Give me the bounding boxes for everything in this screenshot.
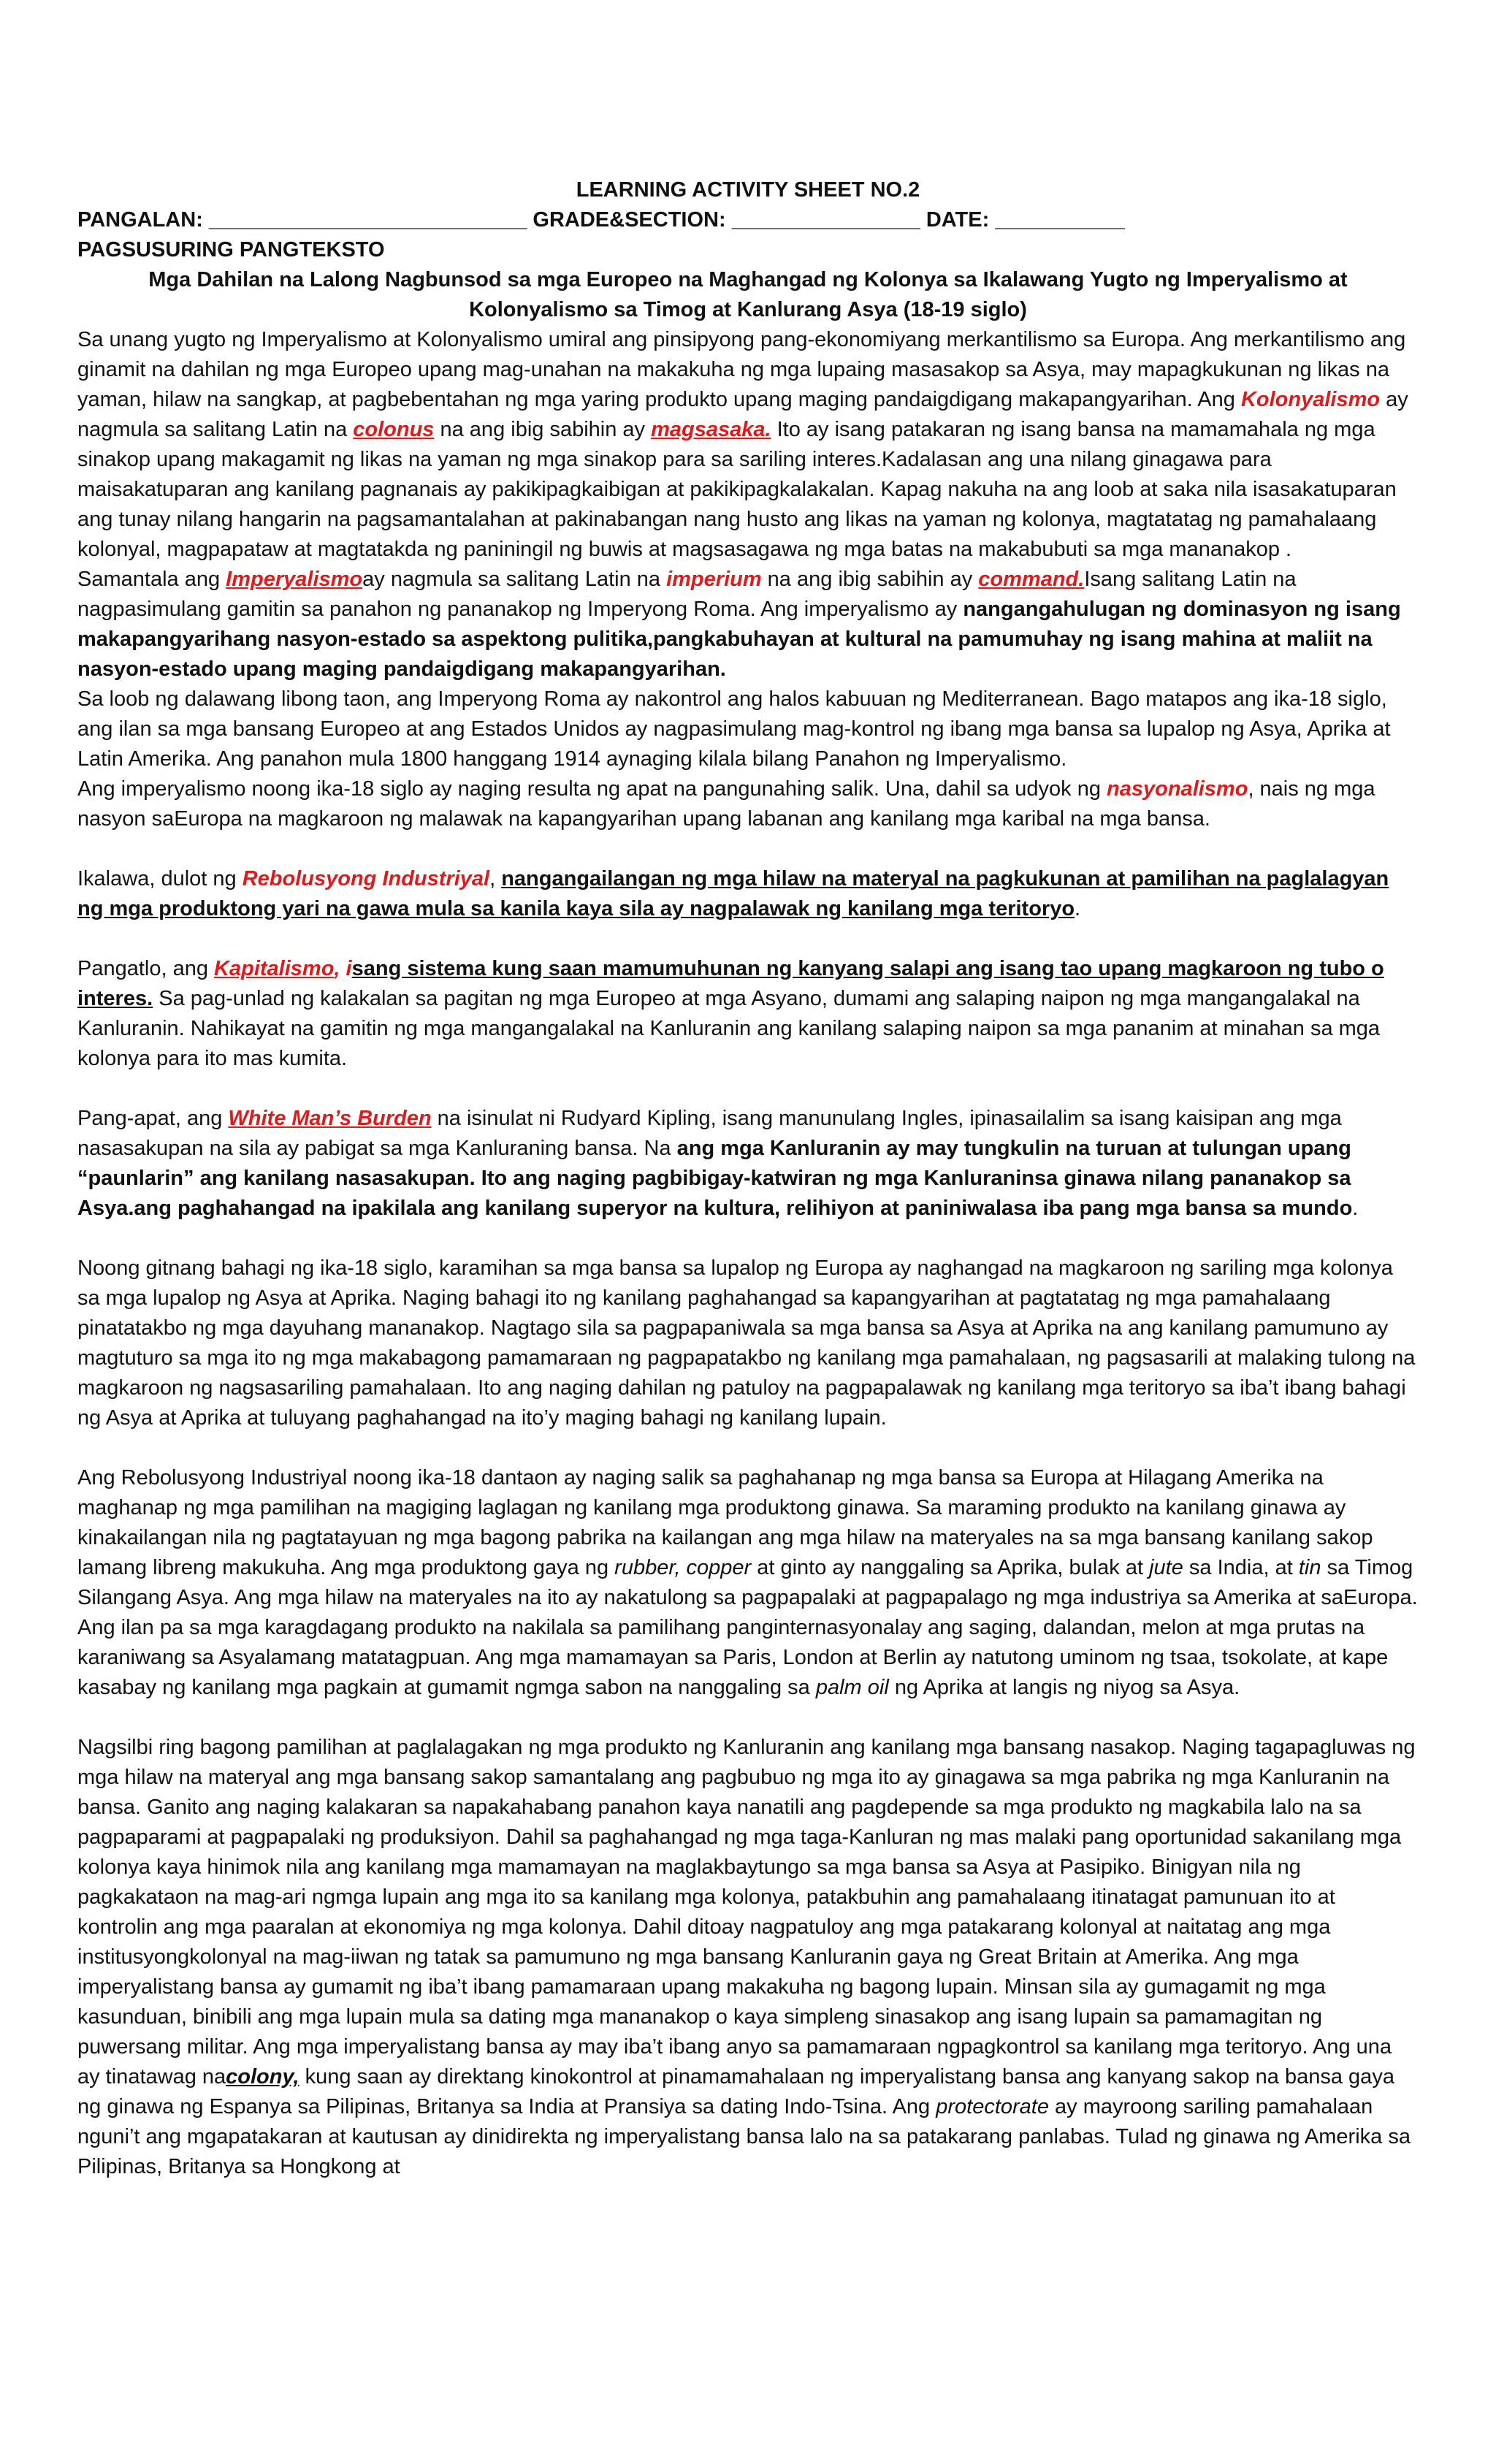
italic-term: protectorate <box>936 2095 1049 2118</box>
keyword-rebolusyong-industriyal: Rebolusyong Industriyal <box>242 867 490 890</box>
paragraph-rebolusyong-industriyal <box>77 864 1419 924</box>
text: , nais ng mga nasyon saEuropa na magkaroon ng malawak na kapangyarihan upang labanan ang kanilang mga karibal na mga bansa. <box>77 777 1375 831</box>
text: Ikalawa, dulot ng <box>77 867 243 890</box>
text: ay nagmula sa salitang Latin na <box>77 388 1408 441</box>
text: Isang salitang Latin na nagpasimulang gamitin sa panahon ng pananakop ng Imperyong Roma. Ang imperyalismo ay <box>77 568 1297 621</box>
text: at ginto ay nanggaling sa Aprika, bulak at <box>751 1556 1150 1579</box>
keyword-magsasaka: magsasaka. <box>651 418 771 441</box>
italic-term: tin <box>1298 1556 1321 1579</box>
underlined-statement: sang sistema kung saan mamumuhunan ng kanyang salapi ang isang tao upang magkaroon ng tubo o interes. <box>77 957 1384 1010</box>
student-info-line <box>77 205 1419 235</box>
text: . <box>1075 897 1081 920</box>
text: Ang imperyalismo noong ika-18 siglo ay naging resulta ng apat na pangunahing salik. Una, dahil sa udyok ng <box>77 777 1107 801</box>
paragraph-nasyonalismo <box>77 774 1419 834</box>
bold-statement: ang mga Kanluranin ay may tungkulin na turuan at tulungan upang “paunlarin” ang kanilang nasasakupan. Ito ang naging pagbibigay-katwiran ng mga Kanluraninsa ginawa nilang pananakop sa Asya.ang paghahangad na ipakilala ang kanilang superyor na kultura, relihiyon at paniniwalasa iba pang mga bansa sa mundo <box>77 1137 1353 1220</box>
text: na isinulat ni Rudyard Kipling, isang manunulang Ingles, ipinasailalim sa isang kaisipan ang mga nasasakupan na sila ay pabigat sa mga Kanluraning bansa. Na <box>77 1107 1342 1160</box>
keyword-separator: , i <box>334 957 352 980</box>
paragraph-industriyal-produkto <box>77 1463 1419 1703</box>
text: Pangatlo, ang <box>77 957 215 980</box>
keyword-kolonyalismo: Kolonyalismo <box>1240 388 1381 411</box>
underlined-statement: nangangailangan ng mga hilaw na materyal na pagkukunan at pamilihan na paglalagyan ng mga produktong yari na gawa mula sa kanila kaya sila ay nagpalawak ng kanilang mga teritoryo <box>77 867 1389 920</box>
name-field-label: PANGALAN: ___________________________ <box>77 208 527 232</box>
keyword-nasyonalismo: nasyonalismo <box>1107 777 1248 801</box>
paragraph-roma: Sa loob ng dalawang libong taon, ang Imperyong Roma ay nakontrol ang halos kabuuan ng Mediterranean. Bago matapos ang ika-18 siglo, ang ilan sa mga bansang Europeo at ang Estados Unidos ay nagpasimulang mag-kontrol ng ibang mga bansa sa lupalop ng Asya, Aprika at Latin Amerika. Ang panahon mula 1800 hanggang 1914 aynaging kilala bilang Panahon ng Imperyalismo. <box>77 687 1391 771</box>
lesson-subtitle: Mga Dahilan na Lalong Nagbunsod sa mga Europeo na Maghangad ng Kolonya sa Ikalawang Yugto ng Imperyalismo at Kolonyalismo sa Timog at Kanlurang Asya (18-19 siglo) <box>148 268 1348 321</box>
section-heading: PAGSUSURING PANGTEKSTO <box>77 238 385 262</box>
grade-section-field-label: GRADE&SECTION: ________________ <box>533 208 920 232</box>
italic-term: rubber, copper <box>614 1556 752 1579</box>
text: Pang-apat, ang <box>77 1107 229 1130</box>
text: ng Aprika at langis ng niyog sa Asya. <box>888 1676 1240 1699</box>
text: na ang ibig sabihin ay <box>761 568 979 591</box>
text: Nagsilbi ring bagong pamilihan at paglalagakan ng mga produkto ng Kanluranin ang kanilang mga bansang nasakop. Naging tagapagluwas ng mga hilaw na materyal ang mga bansang sakop samantalang ang pagbubuo ng mga ito ay ginagawa sa mga pabrika ng mga Kanluranin na bansa. Ganito ang naging kalakaran sa napakahabang panahon kaya nanatili ang pagdepende sa mga produkto ng magkabila lalo na sa pagpaparami at pagpapalaki ng produksiyon. Dahil sa paghahangad ng mga taga-Kanluran ng mas malaki pang oportunidad sakanilang mga kolonya kaya hinimok nila ang kanilang mga mamamayan na maglakbaytungo sa mga bansa sa Asya at Pasipiko. Binigyan nila ng pagkakataon na mag-ari ngmga lupain ang mga ito sa kanilang mga kolonya, patakbuhin ang pamahalaang itinatagat pamunuan ito at kontrolin ang mga paaralan at ekonomiya ng mga kolonya. Dahil ditoay nagpatuloy ang mga patakarang kolonyal at naitatag ang mga institusyongkolonyal na mag-iiwan ng tatak sa pamumuno ng mga bansang Kanluranin gaya ng Great Britain at Amerika. Ang mga imperyalistang bansa ay gumamit ng iba’t ibang pamamaraan upang makakuha ng bagong lupain. Minsan sila ay gumagamit ng mga kasunduan, binibili ang mga lupain mula sa dating mga mananakop o kaya simpleng sinasakop ang isang lupain sa pamamagitan ng puwersang militar. Ang mga imperyalistang bansa ay may iba’t ibang anyo sa pamamaraan ngpagkontrol sa kanilang mga teritoryo. Ang una ay tinatawag na <box>77 1736 1416 2089</box>
text: Samantala ang <box>77 568 226 591</box>
bold-definition: nangangahulugan ng dominasyon ng isang makapangyarihang nasyon-estado sa aspektong pulitika,pangkabuhayan at kultural na pamumuhay ng isang mahina at maliit na nasyon-estado upang maging pandaigdigang makapangyarihan. <box>77 598 1401 681</box>
text: . <box>1352 1197 1359 1220</box>
text: Sa unang yugto ng Imperyalismo at Kolonyalismo umiral ang pinsipyong pang-ekonomiyang merkantilismo sa Europa. Ang merkantilismo ang ginamit na dahilan ng mga Europeo upang mag-unahan na makakuha ng mga lupaing masasakop sa Asya, may mapagkukunan ng likas na yaman, hilaw na sangkap, at pagbebentahan ng mga yaring produkto upang maging pandaigdigang makapangyarihan. Ang <box>77 328 1406 411</box>
text: sa Timog Silangang Asya. Ang mga hilaw na materyales na ito ay nakatulong sa pagpapalaki at pagpapalago ng mga industriya sa Amerika at saEuropa. Ang ilan pa sa mga karagdagang produkto na nakilala sa pamilihang panginternasyonalay ang saging, dalandan, melon at mga prutas na karaniwang sa Asyalamang matatagpuan. Ang mga mamamayan sa Paris, London at Berlin ay natutong uminom ng tsaa, tsokolate, at kape kasabay ng kanilang mga pagkain at gumamit ngmga sabon na nanggaling sa <box>77 1556 1418 1699</box>
keyword-command: command. <box>978 568 1085 591</box>
text: Ito ay isang patakaran ng isang bansa na mamamahala ng mga sinakop upang makagamit ng likas na yaman ng mga sinakop para sa sariling interes.Kadalasan ang una nilang ginagawa para maisakatuparan ang kanilang pagnanais ay pakikipagkaibigan at pakikipagkalakalan. Kapag nakuha na ang loob at saka nila isasakatuparan ang tunay nilang hangarin na pagsamantalahan at pakinabangan nang husto ang likas na yaman ng kolonya, magtatatag ng pamahalaang kolonyal, magpapataw at magtatakda ng paniningil ng buwis at magsasagawa ng mga batas na makabubuti sa mga mananakop . <box>77 418 1397 561</box>
keyword-kapitalismo: Kapitalismo <box>214 957 335 980</box>
sheet-title: LEARNING ACTIVITY SHEET NO.2 <box>576 178 920 202</box>
keyword-imperyalismo: Imperyalismo <box>226 568 363 591</box>
text: na ang ibig sabihin ay <box>434 418 652 441</box>
text: , <box>489 867 502 890</box>
text: kung saan ay direktang kinokontrol at pinamamahalaan ng imperyalistang bansa ang kanyang sakop na bansa gaya ng ginawa ng Espanya sa Pilipinas, Britanya sa India at Pransiya sa dating Indo-Tsina. Ang <box>77 2065 1394 2118</box>
text: Ang Rebolusyong Industriyal noong ika-18 dantaon ay naging salik sa paghahanap ng mga bansa sa Europa at Hilagang Amerika na maghanap ng mga pamilihan na magiging laglagan ng kanilang mga produktong ginawa. Sa maraming produkto na kanilang ginawa ay kinakailangan nila ng pagtatayuan ng mga bagong pabrika na kailangan ang mga hilaw na materyales na sa mga bansang kanilang sakop lamang libreng makukuha. Ang mga produktong gaya ng <box>77 1466 1373 1579</box>
keyword-white-mans-burden: White Man’s Burden <box>228 1107 432 1130</box>
paragraph-white-mans-burden <box>77 1104 1419 1224</box>
text: Sa pag-unlad ng kalakalan sa pagitan ng mga Europeo at mga Asyano, dumami ang salaping naipon ng mga mangangalakal na Kanluranin. Nahikayat na gamitin ng mga mangangalakal na Kanluranin ang kanilang salaping naipon sa mga pananim at minahan sa mga kolonya para ito mas kumita. <box>77 987 1381 1070</box>
date-field-label: DATE: ___________ <box>926 208 1125 232</box>
learning-activity-sheet <box>77 175 1419 2182</box>
paragraph-imperyalismo <box>77 565 1419 684</box>
paragraph-kapitalismo <box>77 954 1419 1074</box>
paragraph-kolonyalismo <box>77 325 1419 565</box>
text: ay mayroong sariling pamahalaan nguni’t ang mgapatakaran at kautusan ay dinidirekta ng imperyalistang bansa lalo na sa patakarang panlabas. Tulad ng ginawa ng Amerika sa Pilipinas, Britanya sa Hongkong at <box>77 2095 1411 2178</box>
keyword-imperium: imperium <box>666 568 762 591</box>
keyword-colony: colony, <box>226 2065 299 2089</box>
paragraph-kolonya: Noong gitnang bahagi ng ika-18 siglo, karamihan sa mga bansa sa lupalop ng Europa ay naghangad na magkaroon ng sariling mga kolonya sa mga lupalop ng Asya at Aprika. Naging bahagi ito ng kanilang paghahangad sa kapangyarihan at pagtatatag ng mga pamahalaang pinatatakbo ng mga dayuhang mananakop. Nagtago sila sa pagpapaniwala sa mga bansa sa Asya at Aprika na ang kanilang pamumuno ay magtuturo sa mga ito ng mga makabagong pamamaraan ng pagpapatakbo ng kanilang mga pamahalaan, ng pagsasarili at malaking tulong na magkaroon ng nagsasariling pamahalaan. Ito ang naging dahilan ng patuloy na pagpapalawak ng kanilang mga teritoryo sa iba’t ibang bahagi ng Asya at Aprika at tuluyang paghahangad na ito’y maging bahagi ng kanilang lupain. <box>77 1256 1416 1430</box>
text: ay nagmula sa salitang Latin na <box>362 568 667 591</box>
italic-term: palm oil <box>815 1676 889 1699</box>
text: sa India, at <box>1183 1556 1299 1579</box>
paragraph-pamilihan <box>77 1733 1419 2182</box>
keyword-colonus: colonus <box>353 418 435 441</box>
italic-term: jute <box>1149 1556 1183 1579</box>
